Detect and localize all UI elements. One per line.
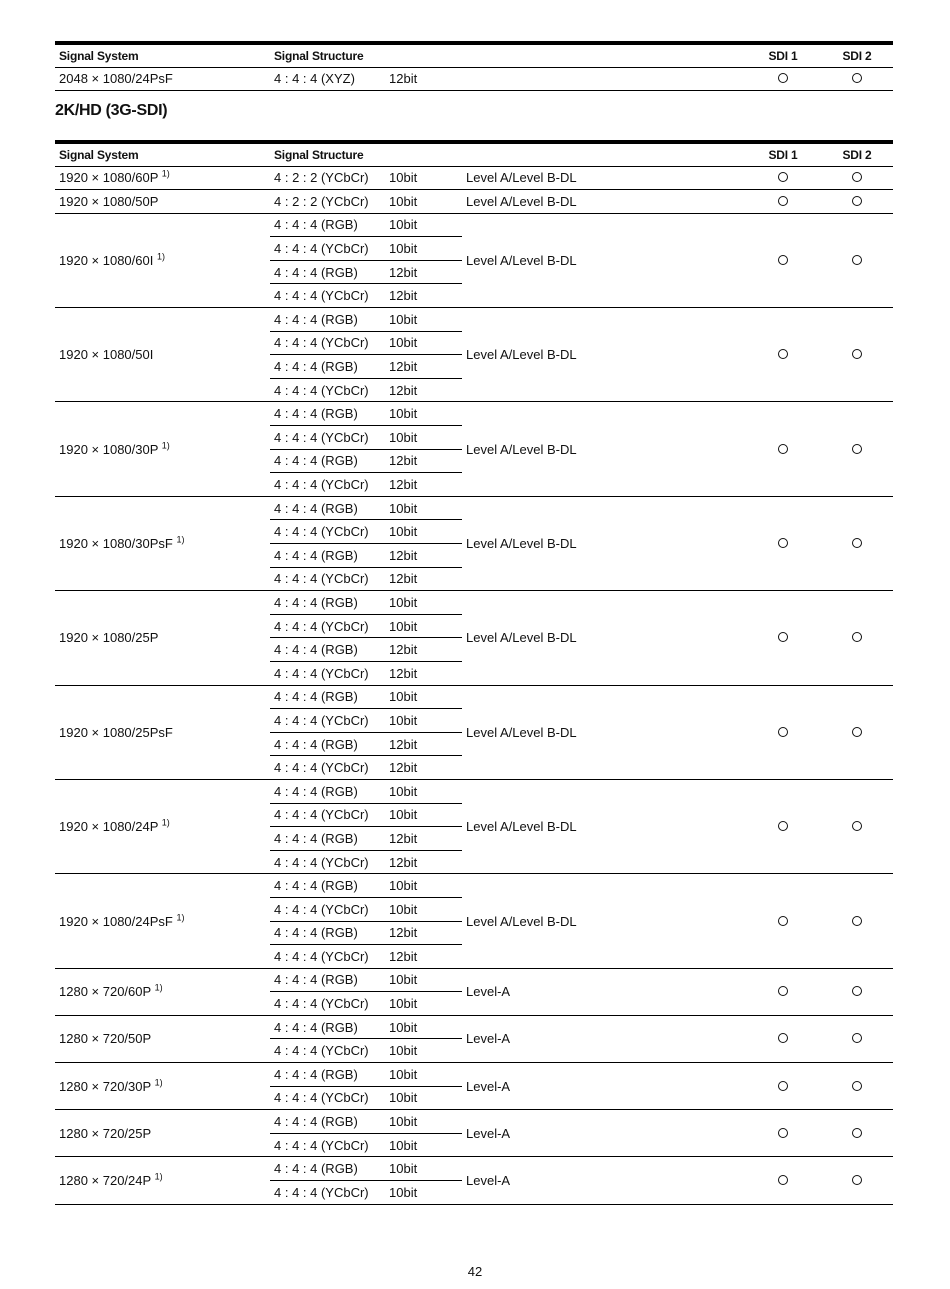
supported-circle-icon — [778, 727, 788, 737]
signal-structure-cell: 4 : 4 : 4 (YCbCr) — [270, 567, 385, 591]
signal-structure-cell: 4 : 4 : 4 (RGB) — [270, 638, 385, 662]
supported-circle-icon — [852, 196, 862, 206]
table-row — [55, 1015, 893, 1039]
signal-structure-cell: 4 : 4 : 4 (YCbCr) — [270, 378, 385, 402]
level-cell: Level A/Level B-DL — [462, 166, 745, 190]
sdi1-support-cell — [745, 1015, 821, 1062]
signal-structure-cell: 4 : 2 : 2 (YCbCr) — [270, 190, 385, 214]
signal-system-cell — [55, 968, 270, 1015]
table-row — [55, 779, 893, 803]
supported-circle-icon — [852, 1033, 862, 1043]
sdi1-support-cell — [745, 1110, 821, 1157]
bit-depth-cell: 12bit — [385, 567, 462, 591]
level-cell: Level A/Level B-DL — [462, 779, 745, 873]
signal-system-text: 1920 × 1080/24P — [59, 819, 159, 835]
bit-depth-cell: 12bit — [385, 827, 462, 851]
signal-system-cell — [55, 402, 270, 496]
signal-structure-cell: 4 : 4 : 4 (RGB) — [270, 544, 385, 568]
level-cell: Level-A — [462, 1110, 745, 1157]
signal-structure-cell: 4 : 4 : 4 (RGB) — [270, 496, 385, 520]
table-row — [55, 1063, 893, 1087]
table-body — [55, 166, 893, 1204]
signal-system-text: 1920 × 1080/60P — [59, 170, 159, 186]
bit-depth-cell: 10bit — [385, 685, 462, 709]
supported-circle-icon — [852, 255, 862, 265]
signal-structure-cell: 4 : 4 : 4 (YCbCr) — [270, 1039, 385, 1063]
bit-depth-cell: 12bit — [385, 544, 462, 568]
bit-depth-cell: 10bit — [385, 968, 462, 992]
signal-system-text: 1920 × 1080/30PsF — [59, 536, 173, 551]
table-row — [55, 968, 893, 992]
sdi1-support-cell — [745, 1157, 821, 1204]
bit-depth-cell: 10bit — [385, 1181, 462, 1205]
bit-depth-cell: 10bit — [385, 496, 462, 520]
signal-structure-cell: 4 : 4 : 4 (RGB) — [270, 591, 385, 615]
signal-table-2k-hd — [55, 140, 893, 1205]
table-row — [55, 213, 893, 237]
signal-system-text: 1280 × 720/24P — [59, 1173, 151, 1189]
supported-circle-icon — [852, 916, 862, 926]
signal-structure-cell: 4 : 4 : 4 (RGB) — [270, 732, 385, 756]
signal-structure-cell: 4 : 4 : 4 (YCbCr) — [270, 473, 385, 497]
signal-system-text: 1920 × 1080/30P — [59, 441, 159, 457]
supported-circle-icon — [778, 1128, 788, 1138]
sdi1-support-cell — [745, 402, 821, 496]
table-row — [55, 1110, 893, 1134]
bit-depth-cell: 12bit — [385, 756, 462, 780]
bit-depth-cell: 12bit — [385, 378, 462, 402]
supported-circle-icon — [778, 538, 788, 548]
sdi1-support-cell — [745, 213, 821, 307]
bit-depth-cell: 10bit — [385, 520, 462, 544]
bit-depth-cell: 10bit — [385, 402, 462, 426]
bit-depth-cell: 12bit — [385, 355, 462, 379]
signal-system-text: 1280 × 720/25P — [59, 1125, 152, 1141]
supported-circle-icon — [852, 632, 862, 642]
table-header-row — [55, 142, 893, 166]
signal-system-cell — [55, 1157, 270, 1204]
supported-circle-icon — [778, 916, 788, 926]
level-cell: Level A/Level B-DL — [462, 874, 745, 968]
signal-system-cell — [55, 1063, 270, 1110]
bit-depth-cell: 10bit — [385, 331, 462, 355]
signal-structure-cell: 4 : 4 : 4 (YCbCr) — [270, 237, 385, 261]
signal-structure-cell: 4 : 4 : 4 (YCbCr) — [270, 850, 385, 874]
sdi2-support-cell — [821, 1063, 893, 1110]
table-header-row — [55, 43, 893, 67]
supported-circle-icon — [778, 1033, 788, 1043]
bit-depth-cell: 10bit — [385, 1157, 462, 1181]
sdi2-support-cell — [821, 1110, 893, 1157]
signal-structure-cell: 4 : 2 : 2 (YCbCr) — [270, 166, 385, 190]
signal-structure-cell: 4 : 4 : 4 (RGB) — [270, 685, 385, 709]
table-row — [55, 308, 893, 332]
header-signal-system: Signal System — [55, 43, 270, 67]
signal-structure-cell: 4 : 4 : 4 (RGB) — [270, 921, 385, 945]
signal-structure-cell: 4 : 4 : 4 (RGB) — [270, 449, 385, 473]
supported-circle-icon — [778, 1175, 788, 1185]
supported-circle-icon — [852, 821, 862, 831]
sdi2-support-cell — [821, 190, 893, 214]
supported-circle-icon — [778, 632, 788, 642]
bit-depth-cell: 12bit — [385, 260, 462, 284]
signal-structure-cell: 4 : 4 : 4 (YCbCr) — [270, 614, 385, 638]
signal-system-cell — [55, 779, 270, 873]
signal-system-cell — [55, 213, 270, 307]
bit-depth-cell: 12bit — [385, 921, 462, 945]
footnote-mark: 1) — [176, 534, 185, 545]
footnote-mark: 1) — [154, 1171, 163, 1182]
supported-circle-icon — [778, 172, 788, 182]
bit-depth-cell: 12bit — [385, 284, 462, 308]
sdi1-support-cell — [745, 166, 821, 190]
table-row — [55, 1157, 893, 1181]
table-row — [55, 685, 893, 709]
signal-system-text: 1920 × 1080/50I — [59, 347, 154, 363]
bit-depth-cell: 10bit — [385, 992, 462, 1016]
table-row — [55, 166, 893, 190]
level-cell: Level A/Level B-DL — [462, 591, 745, 685]
sdi2-support-cell — [821, 67, 893, 91]
footnote-mark: 1) — [156, 251, 165, 262]
level-cell: Level-A — [462, 968, 745, 1015]
supported-circle-icon — [852, 444, 862, 454]
table-row — [55, 402, 893, 426]
sdi1-support-cell — [745, 1063, 821, 1110]
supported-circle-icon — [852, 1128, 862, 1138]
header-signal-structure: Signal Structure — [270, 43, 745, 67]
signal-structure-cell: 4 : 4 : 4 (YCbCr) — [270, 897, 385, 921]
level-cell: Level A/Level B-DL — [462, 190, 745, 214]
bit-depth-cell: 10bit — [385, 213, 462, 237]
signal-structure-cell: 4 : 4 : 4 (YCbCr) — [270, 284, 385, 308]
table-row — [55, 874, 893, 898]
signal-structure-cell: 4 : 4 : 4 (YCbCr) — [270, 945, 385, 969]
signal-structure-cell: 4 : 4 : 4 (RGB) — [270, 355, 385, 379]
bit-depth-cell: 12bit — [385, 732, 462, 756]
bit-depth-cell: 10bit — [385, 1133, 462, 1157]
signal-structure-cell: 4 : 4 : 4 (RGB) — [270, 402, 385, 426]
table-row — [55, 190, 893, 214]
sdi2-support-cell — [821, 591, 893, 685]
signal-structure-cell: 4 : 4 : 4 (RGB) — [270, 1157, 385, 1181]
signal-system-cell — [55, 1015, 270, 1062]
supported-circle-icon — [852, 538, 862, 548]
sdi1-support-cell — [745, 67, 821, 91]
bit-depth-cell: 10bit — [385, 897, 462, 921]
bit-depth-cell: 12bit — [385, 449, 462, 473]
table-row — [55, 591, 893, 615]
supported-circle-icon — [778, 986, 788, 996]
signal-structure-cell: 4 : 4 : 4 (RGB) — [270, 968, 385, 992]
signal-structure-cell: 4 : 4 : 4 (XYZ) — [270, 67, 385, 91]
footnote-mark: 1) — [161, 817, 170, 828]
table-row — [55, 496, 893, 520]
level-cell: Level A/Level B-DL — [462, 402, 745, 496]
signal-system-cell — [55, 591, 270, 685]
signal-structure-cell: 4 : 4 : 4 (RGB) — [270, 874, 385, 898]
supported-circle-icon — [778, 73, 788, 83]
signal-structure-cell: 4 : 4 : 4 (YCbCr) — [270, 426, 385, 450]
signal-structure-cell: 4 : 4 : 4 (RGB) — [270, 827, 385, 851]
supported-circle-icon — [778, 444, 788, 454]
page-number: 42 — [467, 1264, 483, 1279]
header-signal-system: Signal System — [55, 142, 270, 166]
sdi1-support-cell — [745, 779, 821, 873]
level-cell: Level-A — [462, 1063, 745, 1110]
signal-system-cell: 2048 × 1080/24PsF — [55, 67, 270, 91]
level-cell: Level A/Level B-DL — [462, 308, 745, 402]
signal-structure-cell: 4 : 4 : 4 (RGB) — [270, 213, 385, 237]
footnote-mark: 1) — [154, 1077, 163, 1088]
level-cell: Level A/Level B-DL — [462, 685, 745, 779]
signal-system-cell — [55, 685, 270, 779]
signal-structure-cell: 4 : 4 : 4 (YCbCr) — [270, 331, 385, 355]
signal-system-text: 1280 × 720/30P — [59, 1078, 151, 1094]
bit-depth-cell: 10bit — [385, 190, 462, 214]
signal-system-cell — [55, 166, 270, 190]
signal-system-text: 1280 × 720/50P — [59, 1031, 152, 1047]
sdi1-support-cell — [745, 308, 821, 402]
signal-structure-cell: 4 : 4 : 4 (YCbCr) — [270, 803, 385, 827]
sdi1-support-cell — [745, 496, 821, 590]
bit-depth-cell: 12bit — [385, 67, 462, 91]
sdi2-support-cell — [821, 308, 893, 402]
bit-depth-cell: 10bit — [385, 803, 462, 827]
header-sdi2: SDI 2 — [821, 43, 893, 67]
sdi1-support-cell — [745, 685, 821, 779]
supported-circle-icon — [852, 1081, 862, 1091]
level-cell: Level-A — [462, 1015, 745, 1062]
level-cell — [462, 67, 745, 91]
sdi2-support-cell — [821, 496, 893, 590]
signal-structure-cell: 4 : 4 : 4 (YCbCr) — [270, 520, 385, 544]
signal-system-cell — [55, 1110, 270, 1157]
signal-structure-cell: 4 : 4 : 4 (RGB) — [270, 1063, 385, 1087]
supported-circle-icon — [852, 73, 862, 83]
supported-circle-icon — [778, 821, 788, 831]
signal-table-4k — [55, 41, 893, 91]
sdi2-support-cell — [821, 874, 893, 968]
signal-structure-cell: 4 : 4 : 4 (RGB) — [270, 779, 385, 803]
bit-depth-cell: 12bit — [385, 850, 462, 874]
footnote-mark: 1) — [161, 440, 170, 451]
supported-circle-icon — [778, 349, 788, 359]
bit-depth-cell: 10bit — [385, 874, 462, 898]
supported-circle-icon — [852, 727, 862, 737]
bit-depth-cell: 12bit — [385, 661, 462, 685]
sdi1-support-cell — [745, 190, 821, 214]
sdi2-support-cell — [821, 968, 893, 1015]
bit-depth-cell: 12bit — [385, 473, 462, 497]
bit-depth-cell: 10bit — [385, 614, 462, 638]
signal-structure-cell: 4 : 4 : 4 (RGB) — [270, 1110, 385, 1134]
signal-system-text: 1920 × 1080/25PsF — [59, 724, 173, 740]
bit-depth-cell: 10bit — [385, 308, 462, 332]
supported-circle-icon — [852, 986, 862, 996]
signal-structure-cell: 4 : 4 : 4 (YCbCr) — [270, 756, 385, 780]
supported-circle-icon — [778, 196, 788, 206]
signal-structure-cell: 4 : 4 : 4 (YCbCr) — [270, 709, 385, 733]
header-sdi1: SDI 1 — [745, 43, 821, 67]
bit-depth-cell: 10bit — [385, 426, 462, 450]
bit-depth-cell: 10bit — [385, 1086, 462, 1110]
bit-depth-cell: 10bit — [385, 709, 462, 733]
signal-system-cell — [55, 308, 270, 402]
bit-depth-cell: 10bit — [385, 779, 462, 803]
bit-depth-cell: 12bit — [385, 638, 462, 662]
supported-circle-icon — [852, 1175, 862, 1185]
level-cell: Level A/Level B-DL — [462, 213, 745, 307]
sdi2-support-cell — [821, 166, 893, 190]
level-cell: Level A/Level B-DL — [462, 496, 745, 590]
signal-system-text: 1920 × 1080/50P — [59, 193, 159, 209]
supported-circle-icon — [778, 1081, 788, 1091]
bit-depth-cell: 10bit — [385, 237, 462, 261]
signal-structure-cell: 4 : 4 : 4 (RGB) — [270, 308, 385, 332]
section-title: 2K/HD (3G-SDI) — [55, 102, 168, 119]
bit-depth-cell: 10bit — [385, 1039, 462, 1063]
signal-system-text: 1920 × 1080/24PsF — [59, 913, 173, 929]
sdi2-support-cell — [821, 1015, 893, 1062]
table-row — [55, 67, 893, 91]
signal-system-text: 1920 × 1080/25P — [59, 630, 159, 646]
sdi2-support-cell — [821, 779, 893, 873]
header-sdi1: SDI 1 — [745, 142, 821, 166]
sdi2-support-cell — [821, 1157, 893, 1204]
bit-depth-cell: 10bit — [385, 591, 462, 615]
signal-structure-cell: 4 : 4 : 4 (RGB) — [270, 260, 385, 284]
footnote-mark: 1) — [176, 912, 185, 923]
sdi2-support-cell — [821, 685, 893, 779]
sdi2-support-cell — [821, 402, 893, 496]
sdi1-support-cell — [745, 968, 821, 1015]
header-sdi2: SDI 2 — [821, 142, 893, 166]
footnote-mark: 1) — [154, 982, 163, 993]
supported-circle-icon — [778, 255, 788, 265]
signal-system-cell — [55, 496, 270, 590]
sdi1-support-cell — [745, 874, 821, 968]
signal-system-cell — [55, 190, 270, 214]
supported-circle-icon — [852, 172, 862, 182]
signal-structure-cell: 4 : 4 : 4 (YCbCr) — [270, 1086, 385, 1110]
signal-system-text: 1920 × 1080/60I — [59, 252, 154, 268]
bit-depth-cell: 10bit — [385, 1110, 462, 1134]
sdi1-support-cell — [745, 591, 821, 685]
bit-depth-cell: 10bit — [385, 166, 462, 190]
bit-depth-cell: 10bit — [385, 1015, 462, 1039]
signal-system-cell — [55, 874, 270, 968]
level-cell: Level-A — [462, 1157, 745, 1204]
bit-depth-cell: 10bit — [385, 1063, 462, 1087]
supported-circle-icon — [852, 349, 862, 359]
sdi2-support-cell — [821, 213, 893, 307]
header-signal-structure: Signal Structure — [270, 142, 745, 166]
signal-structure-cell: 4 : 4 : 4 (YCbCr) — [270, 661, 385, 685]
footnote-mark: 1) — [161, 168, 170, 179]
bit-depth-cell: 12bit — [385, 945, 462, 969]
signal-structure-cell: 4 : 4 : 4 (YCbCr) — [270, 1181, 385, 1205]
signal-structure-cell: 4 : 4 : 4 (YCbCr) — [270, 992, 385, 1016]
signal-system-text: 1280 × 720/60P — [59, 984, 151, 1000]
signal-structure-cell: 4 : 4 : 4 (RGB) — [270, 1015, 385, 1039]
signal-structure-cell: 4 : 4 : 4 (YCbCr) — [270, 1133, 385, 1157]
